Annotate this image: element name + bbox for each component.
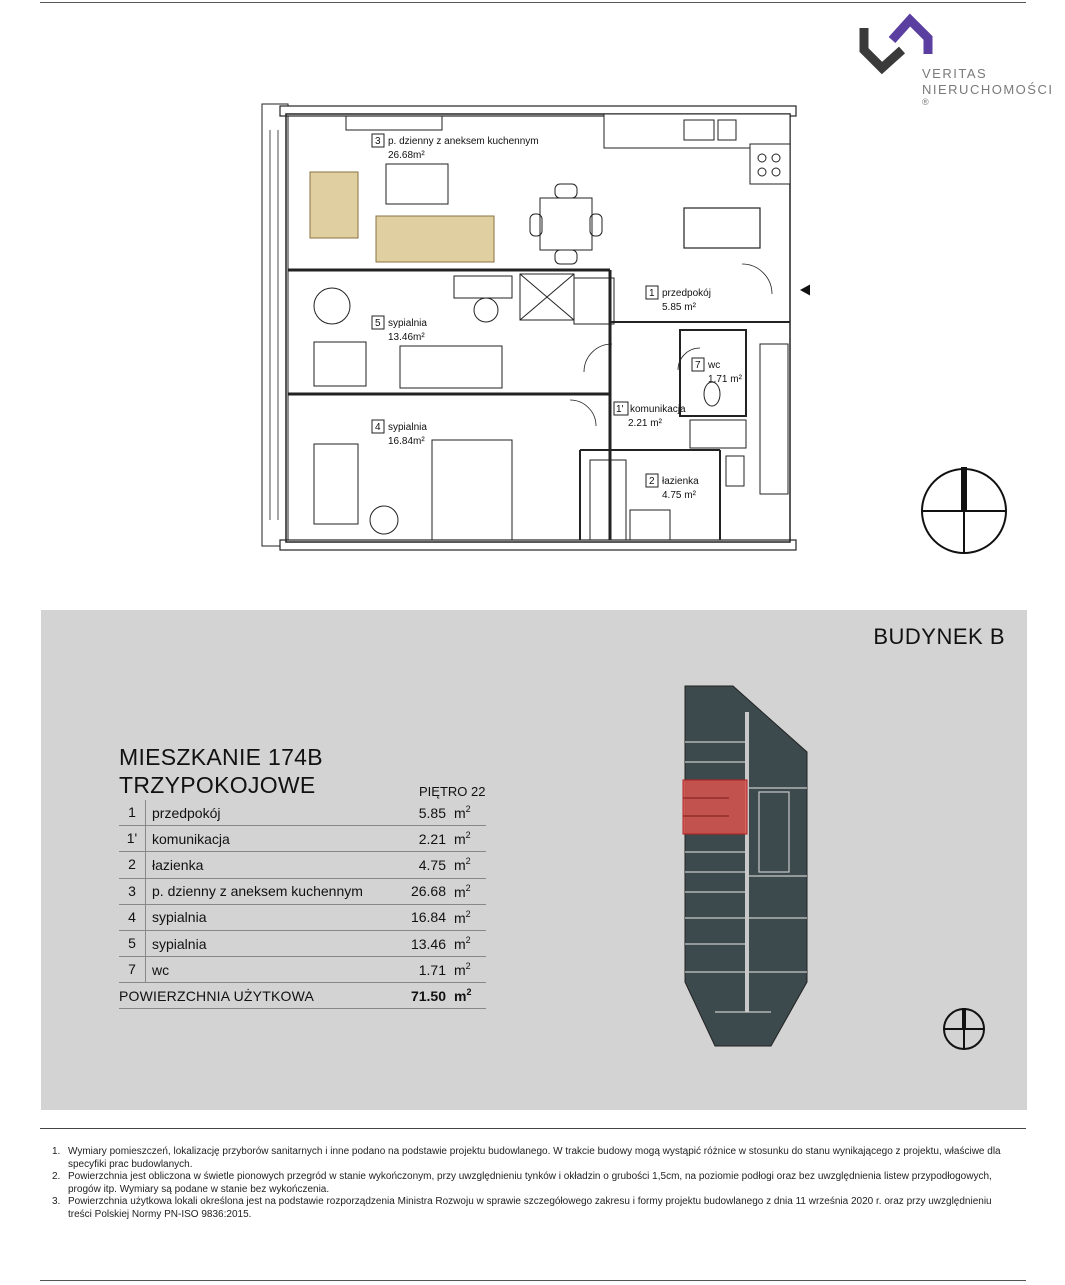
- footnotes: [52, 1146, 1002, 1221]
- plan-room-no-5: 5: [375, 318, 381, 329]
- building-key-plan: [679, 682, 819, 1052]
- table-row: 3 p. dzienny z aneksem kuchennym 26.68 $m^2$: [119, 879, 486, 905]
- table-row: 7 wc 1.71 $m^2$: [119, 957, 486, 983]
- plan-room-name-1p: komunikacja: [630, 404, 686, 415]
- table-row: 2 łazienka 4.75 $m^2$: [119, 852, 486, 878]
- plan-room-area-1: 5.85 m²: [662, 302, 696, 313]
- top-border: [40, 2, 1026, 3]
- plan-room-no-7: 7: [695, 360, 701, 371]
- total-row: POWIERZCHNIA UŻYTKOWA 71.50 $m^2$: [119, 983, 486, 1009]
- table-row: 1 przedpokój 5.85 $m^2$: [119, 800, 486, 826]
- north-compass-small-icon: [941, 1006, 987, 1052]
- plan-room-name-1: przedpokój: [662, 288, 711, 299]
- plan-room-no-1p: 1': [616, 404, 624, 415]
- plan-room-no-1: 1: [649, 288, 655, 299]
- apartment-title: MIESZKANIE 174B: [119, 744, 323, 770]
- floor-plan: [250, 100, 810, 560]
- plan-room-area-2: 4.75 m²: [662, 490, 696, 501]
- plan-room-area-7: 1.71 m²: [708, 374, 742, 385]
- plan-room-name-5: sypialnia: [388, 318, 427, 329]
- plan-room-area-5: 13.46m²: [388, 332, 425, 343]
- notes-divider: [40, 1128, 1026, 1129]
- plan-room-no-2: 2: [649, 476, 655, 487]
- north-compass-icon: [918, 465, 1010, 557]
- room-table: [119, 800, 486, 1009]
- plan-room-name-7: wc: [708, 360, 721, 371]
- plan-room-name-2: łazienka: [662, 476, 699, 487]
- table-row: 4 sypialnia 16.84 $m^2$: [119, 905, 486, 931]
- footnote: 1. Wymiary pomieszczeń, lokalizację przyborów sanitarnych i inne podano na podstawie projektu budowlanego. W trakcie budowy mogą wystąpić różnice w stosunku do stanu wynikającego z projektu, właściwe dla specyfiki prac budowlanych.: [52, 1146, 1001, 1170]
- apartment-info-panel: [41, 610, 1027, 1110]
- bottom-border: [40, 1280, 1026, 1281]
- table-row: 5 sypialnia 13.46 $m^2$: [119, 931, 486, 957]
- plan-room-name-4: sypialnia: [388, 422, 427, 433]
- logo-text-line1: VERITAS: [922, 66, 988, 81]
- building-label: BUDYNEK B: [873, 624, 1005, 649]
- footnote: 3. Powierzchnia użytkowa lokali określona jest na podstawie rozporządzenia Ministra Rozwoju w sprawie szczegółowego zakresu i formy projektu budowlanego z dnia 11 września 2020 r. oraz przy uwzględnieniu treści Polskiej Normy PN-ISO 9836:2015.: [52, 1196, 992, 1220]
- plan-room-area-4: 16.84m²: [388, 436, 425, 447]
- apartment-type: TRZYPOKOJOWE: [119, 772, 316, 798]
- floor-label: PIĘTRO 22: [419, 784, 486, 799]
- footnote: 2. Powierzchnia jest obliczona w świetle pionowych przegród w stanie wykończonym, przy uwzględnieniu tynków i okładzin o grubości 1,5cm, na poziomie podłogi oraz bez uwzględnienia listew przypodłogowych, progów itp. Wymiary są podane w stanie bez wykończenia.: [52, 1171, 992, 1195]
- logo-text-line2: NIERUCHOMOŚCI ®: [922, 82, 1054, 107]
- plan-room-no-3: 3: [375, 136, 381, 147]
- plan-room-area-3: 26.68m²: [388, 150, 425, 161]
- table-row: 1' komunikacja 2.21 $m^2$: [119, 826, 486, 852]
- plan-room-no-4: 4: [375, 422, 381, 433]
- plan-room-name-3: p. dzienny z aneksem kuchennym: [388, 136, 539, 147]
- plan-room-area-1p: 2.21 m²: [628, 418, 662, 429]
